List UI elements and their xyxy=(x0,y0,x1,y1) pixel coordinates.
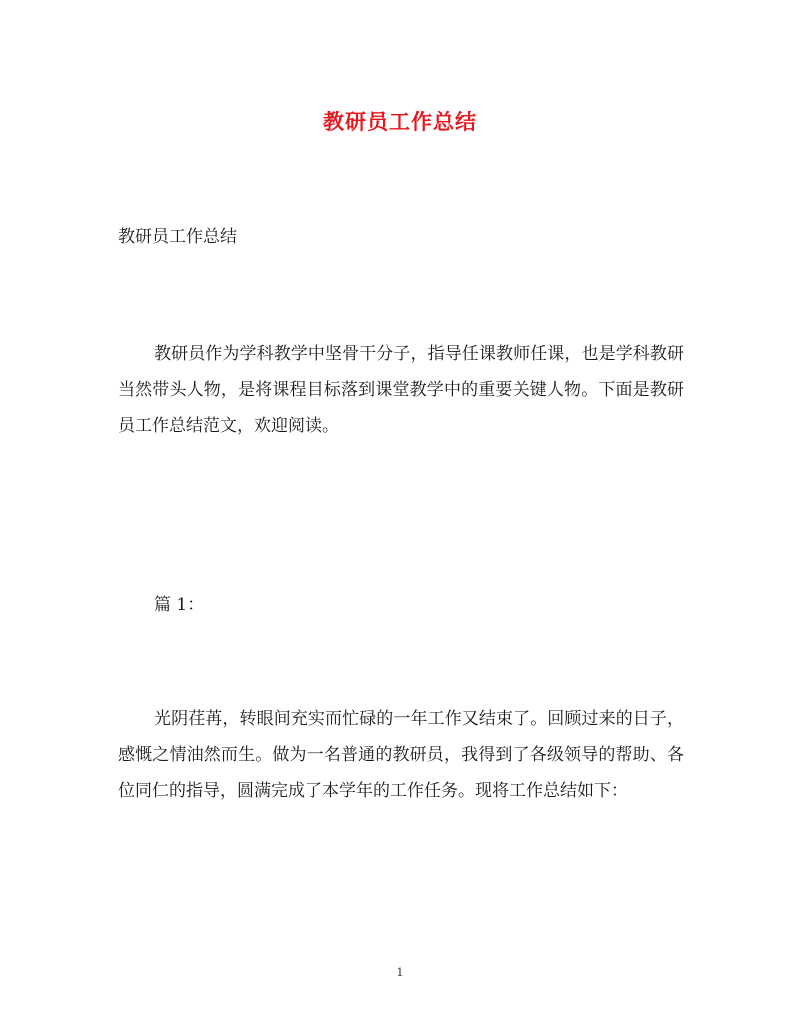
section-label: 篇 1： xyxy=(154,595,205,615)
page-number: 1 xyxy=(396,966,404,979)
document-subheading: 教研员工作总结 xyxy=(118,227,237,247)
intro-paragraph: 教研员作为学科教学中坚骨干分子，指导任课教师任课，也是学科教研当然带头人物，是将课程目标落到课堂教学中的重要关键人物。下面是教研员工作总结范文，欢迎阅读。 xyxy=(118,344,684,436)
body-paragraph: 光阴荏苒，转眼间充实而忙碌的一年工作又结束了。回顾过来的日子，感慨之情油然而生。做为一名普通的教研员，我得到了各级领导的帮助、各位同仁的指导，圆满完成了本学年的工作任务。现将工作总结如下： xyxy=(118,709,684,801)
document-title: 教研员工作总结 xyxy=(323,109,477,134)
